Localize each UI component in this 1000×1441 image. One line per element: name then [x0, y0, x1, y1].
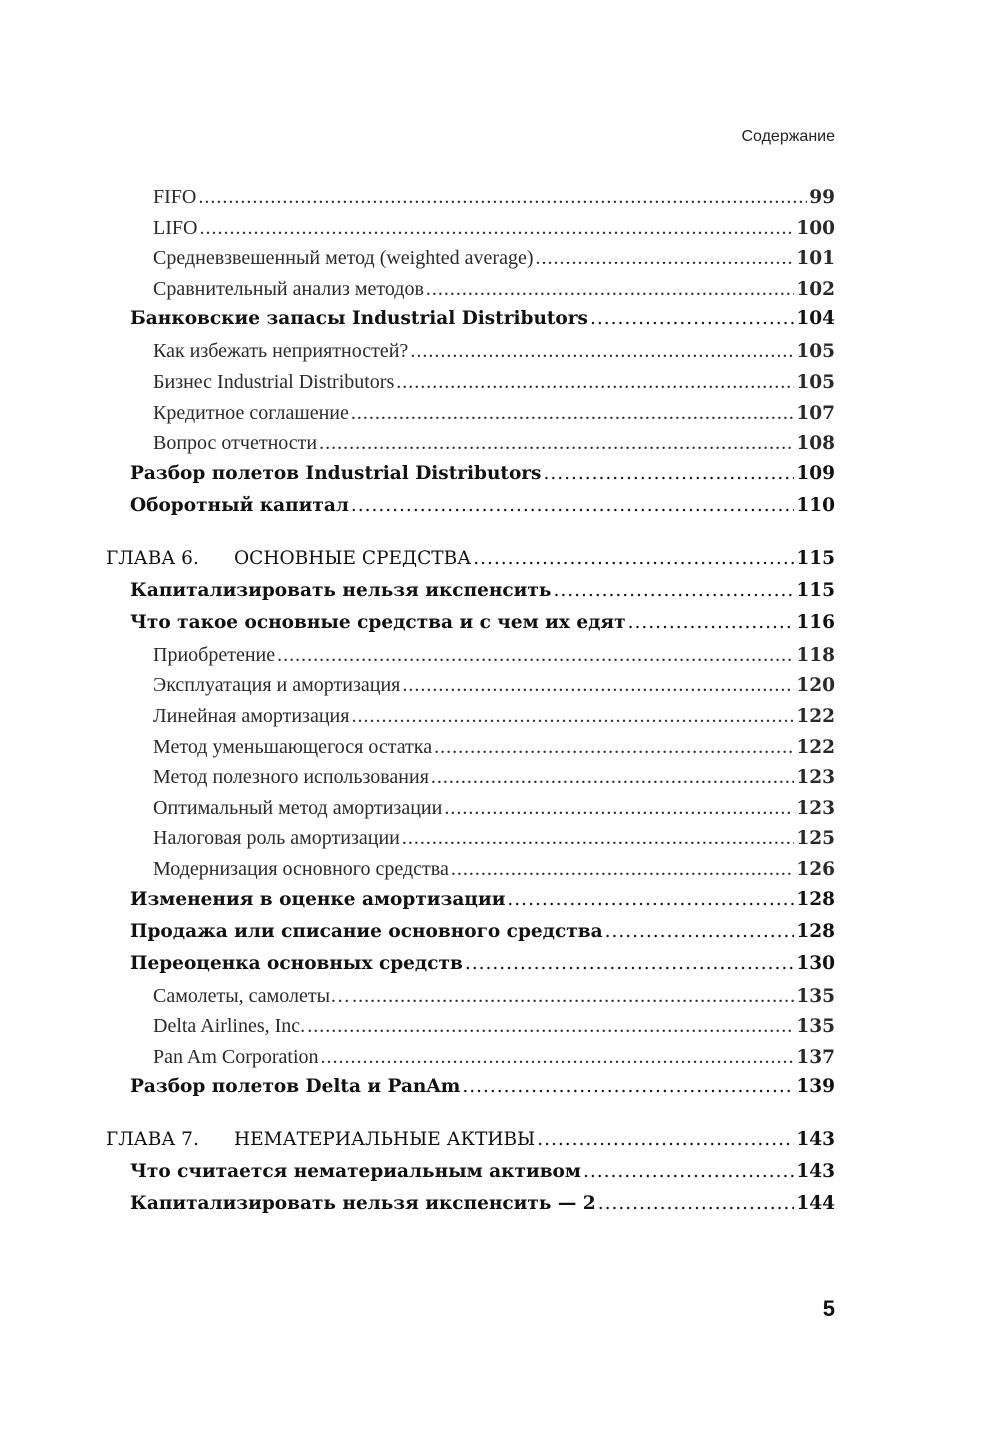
- toc-entry-page: 100: [796, 217, 835, 239]
- toc-entry-page: 123: [796, 767, 835, 789]
- toc-entry-page: 105: [796, 341, 835, 363]
- toc-entry[interactable]: [106, 674, 835, 705]
- toc-entry-page: 139: [796, 1076, 835, 1098]
- toc-entry-page: 135: [796, 1016, 835, 1038]
- toc-entry-page: 101: [796, 248, 835, 270]
- dot-leader: [410, 340, 794, 363]
- toc-entry-page: 143: [796, 1129, 835, 1151]
- dot-leader: [321, 1046, 795, 1069]
- toc-entry-title: Приобретение: [153, 643, 276, 666]
- toc-entry[interactable]: [106, 1015, 835, 1046]
- dot-leader: [351, 705, 794, 728]
- toc-entry-title: Переоценка основных средств: [130, 952, 463, 974]
- dot-leader: [536, 247, 795, 270]
- toc-entry-page: 143: [796, 1161, 835, 1183]
- toc-entry[interactable]: [106, 217, 835, 248]
- dot-leader: [444, 797, 794, 820]
- toc-entry-title: Delta Airlines, Inc.: [153, 1015, 306, 1038]
- dot-leader: [199, 217, 794, 240]
- toc-entry-title: Сравнительный анализ методов: [153, 277, 424, 300]
- toc-entry[interactable]: [106, 953, 835, 985]
- dot-leader: [598, 1193, 795, 1214]
- toc-entry-title: Оборотный капитал: [130, 494, 349, 516]
- dot-leader: [462, 1076, 794, 1097]
- toc-entry[interactable]: [106, 612, 835, 644]
- toc-entry-page: 107: [796, 402, 835, 424]
- toc-entry[interactable]: [106, 644, 835, 675]
- toc-entry-title: Pan Am Corporation: [153, 1045, 319, 1068]
- toc-entry-title: Оптимальный метод амортизации: [153, 796, 443, 819]
- toc-entry[interactable]: [106, 340, 835, 371]
- toc-entry-page: 115: [796, 579, 835, 601]
- toc-entry[interactable]: [106, 495, 835, 527]
- toc-entry-title: Изменения в оценке амортизации: [130, 888, 506, 910]
- dot-leader: [451, 858, 795, 881]
- dot-leader: [605, 921, 795, 942]
- dot-leader: [307, 1015, 794, 1038]
- dot-leader: [198, 186, 807, 209]
- toc-entry-page: 126: [796, 858, 835, 880]
- toc-entry-title: FIFO: [153, 186, 197, 208]
- toc-entry-page: 116: [796, 611, 835, 633]
- toc-entry-title: Средневзвешенный метод (weighted average): [153, 247, 534, 270]
- toc-entry[interactable]: [106, 921, 835, 953]
- toc-entry[interactable]: [106, 186, 835, 217]
- toc-entry-title: Самолеты, самолеты…: [153, 984, 351, 1007]
- toc-chapter-number: ГЛАВА 6.: [106, 547, 199, 569]
- dot-leader: [583, 1161, 794, 1182]
- toc-entry-page: 128: [796, 888, 835, 910]
- toc-entry-page: 118: [796, 644, 835, 666]
- dot-leader: [543, 463, 794, 484]
- dot-leader: [434, 736, 794, 759]
- dot-leader: [351, 402, 794, 425]
- toc-entry-page: 110: [796, 494, 835, 516]
- toc-entry-title: Разбор полетов Industrial Distributors: [130, 462, 542, 484]
- toc-entry[interactable]: [106, 432, 835, 463]
- toc-entry[interactable]: [106, 797, 835, 828]
- toc-entry-page: 125: [796, 828, 835, 850]
- dot-leader: [553, 580, 794, 601]
- toc-entry[interactable]: [106, 1161, 835, 1193]
- toc-entry-title: LIFO: [153, 216, 198, 239]
- toc-entry-title: Как избежать неприятностей?: [153, 340, 409, 363]
- toc-chapter-entry[interactable]: [106, 548, 835, 580]
- table-of-contents: [106, 186, 835, 1225]
- toc-entry-page: 102: [796, 278, 835, 300]
- dot-leader: [319, 432, 794, 455]
- toc-entry[interactable]: [106, 1076, 835, 1108]
- toc-entry-page: 144: [796, 1193, 835, 1215]
- toc-entry[interactable]: [106, 705, 835, 736]
- toc-entry-title: Банковские запасы Industrial Distributors: [130, 308, 588, 330]
- toc-entry-title: ОСНОВНЫЕ СРЕДСТВА: [234, 547, 472, 569]
- toc-entry-title: Капитализировать нельзя икспенсить: [130, 579, 552, 601]
- toc-entry-page: 122: [796, 736, 835, 758]
- toc-entry[interactable]: [106, 308, 835, 340]
- page-number: 5: [822, 1296, 835, 1321]
- toc-entry-title: Разбор полетов Delta и PanAm: [130, 1076, 461, 1098]
- toc-entry-title: Что считается нематериальным активом: [130, 1161, 581, 1183]
- toc-entry[interactable]: [106, 889, 835, 921]
- dot-leader: [426, 278, 794, 301]
- toc-entry-title: Линейная амортизация: [153, 704, 350, 727]
- toc-entry[interactable]: [106, 278, 835, 309]
- toc-entry-title: Бизнес Industrial Distributors: [153, 370, 395, 393]
- toc-entry-page: 128: [796, 920, 835, 942]
- toc-entry-page: 137: [796, 1046, 835, 1068]
- toc-entry[interactable]: [106, 402, 835, 433]
- toc-entry-page: 109: [796, 462, 835, 484]
- dot-leader: [507, 889, 794, 910]
- toc-entry[interactable]: [106, 580, 835, 612]
- toc-entry[interactable]: [106, 463, 835, 495]
- dot-leader: [352, 985, 794, 1008]
- toc-entry-page: 123: [796, 797, 835, 819]
- toc-entry-title: Продажа или списание основного средства: [130, 920, 603, 942]
- toc-entry-title: Что такое основные средства и с чем их едят: [130, 611, 626, 633]
- dot-leader: [402, 827, 795, 850]
- dot-leader: [396, 371, 794, 394]
- dot-leader: [431, 766, 794, 789]
- dot-leader: [537, 1129, 794, 1150]
- toc-entry-title: Модернизация основного средства: [153, 857, 449, 880]
- dot-leader: [277, 644, 794, 667]
- dot-leader: [351, 495, 794, 516]
- toc-entry-page: 130: [796, 952, 835, 974]
- toc-entry-title: Метод полезного использования: [153, 766, 429, 789]
- toc-entry[interactable]: [106, 1193, 835, 1225]
- dot-leader: [628, 612, 795, 633]
- dot-leader: [402, 674, 794, 697]
- toc-entry[interactable]: [106, 827, 835, 858]
- dot-leader: [473, 548, 794, 569]
- toc-entry-page: 122: [796, 705, 835, 727]
- toc-entry[interactable]: [106, 371, 835, 402]
- toc-chapter-entry[interactable]: [106, 1129, 835, 1161]
- toc-chapter-number: ГЛАВА 7.: [106, 1129, 199, 1151]
- running-head: Содержание: [741, 128, 835, 145]
- toc-entry-title: Кредитное соглашение: [153, 401, 349, 424]
- toc-entry[interactable]: [106, 985, 835, 1016]
- toc-entry-page: 120: [796, 675, 835, 697]
- toc-entry-title: Метод уменьшающегося остатка: [153, 735, 433, 758]
- toc-entry[interactable]: [106, 858, 835, 889]
- toc-entry[interactable]: [106, 1046, 835, 1077]
- dot-leader: [465, 953, 795, 974]
- toc-entry-page: 135: [796, 985, 835, 1007]
- toc-entry-page: 105: [796, 371, 835, 393]
- toc-entry-page: 104: [796, 308, 835, 330]
- dot-leader: [590, 308, 794, 329]
- toc-entry-page: 115: [796, 547, 835, 569]
- toc-entry[interactable]: [106, 247, 835, 278]
- toc-entry-title: Эксплуатация и амортизация: [153, 674, 401, 697]
- toc-entry[interactable]: [106, 736, 835, 767]
- toc-entry-page: 108: [796, 433, 835, 455]
- toc-entry[interactable]: [106, 766, 835, 797]
- toc-entry-page: 99: [809, 187, 835, 208]
- toc-entry-title: Налоговая роль амортизации: [153, 827, 400, 850]
- toc-entry-title: НЕМАТЕРИАЛЬНЫЕ АКТИВЫ: [234, 1129, 536, 1151]
- toc-entry-title: Вопрос отчетности: [153, 432, 318, 455]
- toc-entry-title: Капитализировать нельзя икспенсить — 2: [130, 1193, 596, 1215]
